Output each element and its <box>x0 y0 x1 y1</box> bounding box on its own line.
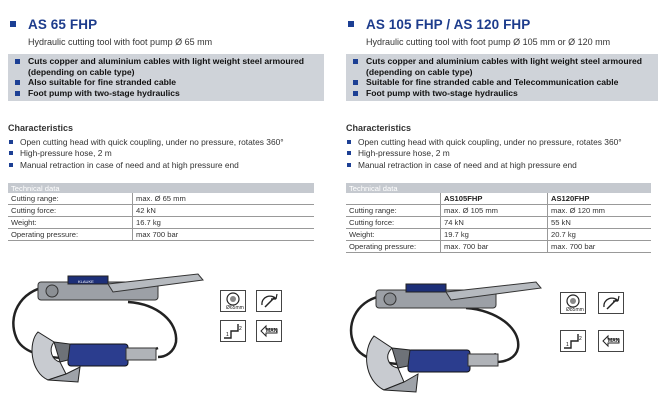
svg-text:1: 1 <box>566 342 569 348</box>
tech-label: Weight: <box>346 229 441 241</box>
table-row <box>346 229 651 241</box>
table-header-row <box>346 193 651 205</box>
tech-value: max. Ø 120 mm <box>548 205 652 217</box>
product-title: AS 105 FHP / AS 120 FHP <box>366 16 531 32</box>
feature-item: Foot pump with two-stage hydraulics <box>8 88 324 99</box>
product-subtitle: Hydraulic cutting tool with foot pump Ø 105 mm or Ø 120 mm <box>366 37 611 47</box>
left-title-row <box>8 16 97 32</box>
title-bullet <box>10 21 16 27</box>
tech-col-header: AS120FHP <box>548 193 652 205</box>
feature-item: Cuts copper and aluminium cables with light weight steel armoured (depending on cable type) <box>346 56 658 77</box>
title-bullet <box>348 21 354 27</box>
product-subtitle: Hydraulic cutting tool with foot pump Ø 65 mm <box>28 37 213 47</box>
rotate-360-icon <box>256 290 282 312</box>
right-title-row <box>346 16 530 32</box>
table-row <box>346 241 651 253</box>
characteristics-heading: Characteristics <box>346 123 412 133</box>
characteristic-item: Open cutting head with quick coupling, under no pressure, rotates 360° <box>346 137 622 148</box>
feature-item: Suitable for fine stranded cable and Telecommunication cable <box>346 77 658 88</box>
tech-data-heading: Technical data <box>346 183 651 193</box>
diameter-icon <box>220 290 246 312</box>
table-row <box>346 205 651 217</box>
tech-col-header: AS105FHP <box>441 193 548 205</box>
feature-icons <box>220 290 295 350</box>
characteristic-item: Open cutting head with quick coupling, under no pressure, rotates 360° <box>8 137 284 148</box>
table-row <box>346 217 651 229</box>
table-row <box>8 205 314 217</box>
tech-value: max. 700 bar <box>548 241 652 253</box>
tech-value: max. Ø 65 mm <box>133 193 315 205</box>
svg-text:1: 1 <box>226 332 229 338</box>
tech-value: max 700 bar <box>133 229 315 241</box>
diameter-label: Ø85mm <box>566 307 584 313</box>
tech-data-heading: Technical data <box>8 183 314 193</box>
product-photo <box>8 262 213 402</box>
tech-value: 16.7 kg <box>133 217 315 229</box>
table-row <box>8 217 314 229</box>
product-title: AS 65 FHP <box>28 16 98 32</box>
feature-box <box>346 54 658 101</box>
tech-data-table <box>8 183 314 241</box>
diameter-label: Ø65mm <box>226 305 244 311</box>
manual-retraction-icon <box>256 320 282 342</box>
manual-label: MAN <box>608 338 620 344</box>
tech-value: 20.7 kg <box>548 229 652 241</box>
tech-label: Operating pressure: <box>8 229 133 241</box>
tech-value: 19.7 kg <box>441 229 548 241</box>
product-photo <box>346 272 551 402</box>
characteristics-list <box>8 137 284 171</box>
feature-item: Foot pump with two-stage hydraulics <box>346 88 658 99</box>
tech-col-empty <box>346 193 441 205</box>
tech-label: Operating pressure: <box>346 241 441 253</box>
tech-value: 55 kN <box>548 217 652 229</box>
svg-text:2: 2 <box>579 336 582 342</box>
characteristics-list <box>346 137 622 171</box>
feature-icons <box>560 292 640 362</box>
tech-label: Cutting range: <box>8 193 133 205</box>
feature-item: Also suitable for fine stranded cable <box>8 77 324 88</box>
two-stage-icon <box>560 330 586 352</box>
tech-label: Weight: <box>8 217 133 229</box>
characteristics-heading: Characteristics <box>8 123 74 133</box>
tech-value: 42 kN <box>133 205 315 217</box>
characteristic-item: Manual retraction in case of need and at high pressure end <box>346 160 622 171</box>
characteristic-item: High-pressure hose, 2 m <box>8 148 284 159</box>
svg-text:KLAUKE: KLAUKE <box>78 279 94 284</box>
rotate-360-icon <box>598 292 624 314</box>
characteristic-item: Manual retraction in case of need and at high pressure end <box>8 160 284 171</box>
feature-item: Cuts copper and aluminium cables with light weight steel armoured (depending on cable type) <box>8 56 324 77</box>
tech-label: Cutting range: <box>346 205 441 217</box>
tech-value: 74 kN <box>441 217 548 229</box>
table-row <box>8 229 314 241</box>
tech-data-table <box>346 183 651 253</box>
tech-value: max. Ø 105 mm <box>441 205 548 217</box>
table-row <box>8 193 314 205</box>
tech-value: max. 700 bar <box>441 241 548 253</box>
manual-retraction-icon <box>598 330 624 352</box>
diameter-icon <box>560 292 586 314</box>
characteristic-item: High-pressure hose, 2 m <box>346 148 622 159</box>
two-stage-icon <box>220 320 246 342</box>
svg-text:2: 2 <box>239 326 242 332</box>
feature-box <box>8 54 324 101</box>
tech-label: Cutting force: <box>8 205 133 217</box>
tech-label: Cutting force: <box>346 217 441 229</box>
manual-label: MAN <box>266 328 278 334</box>
